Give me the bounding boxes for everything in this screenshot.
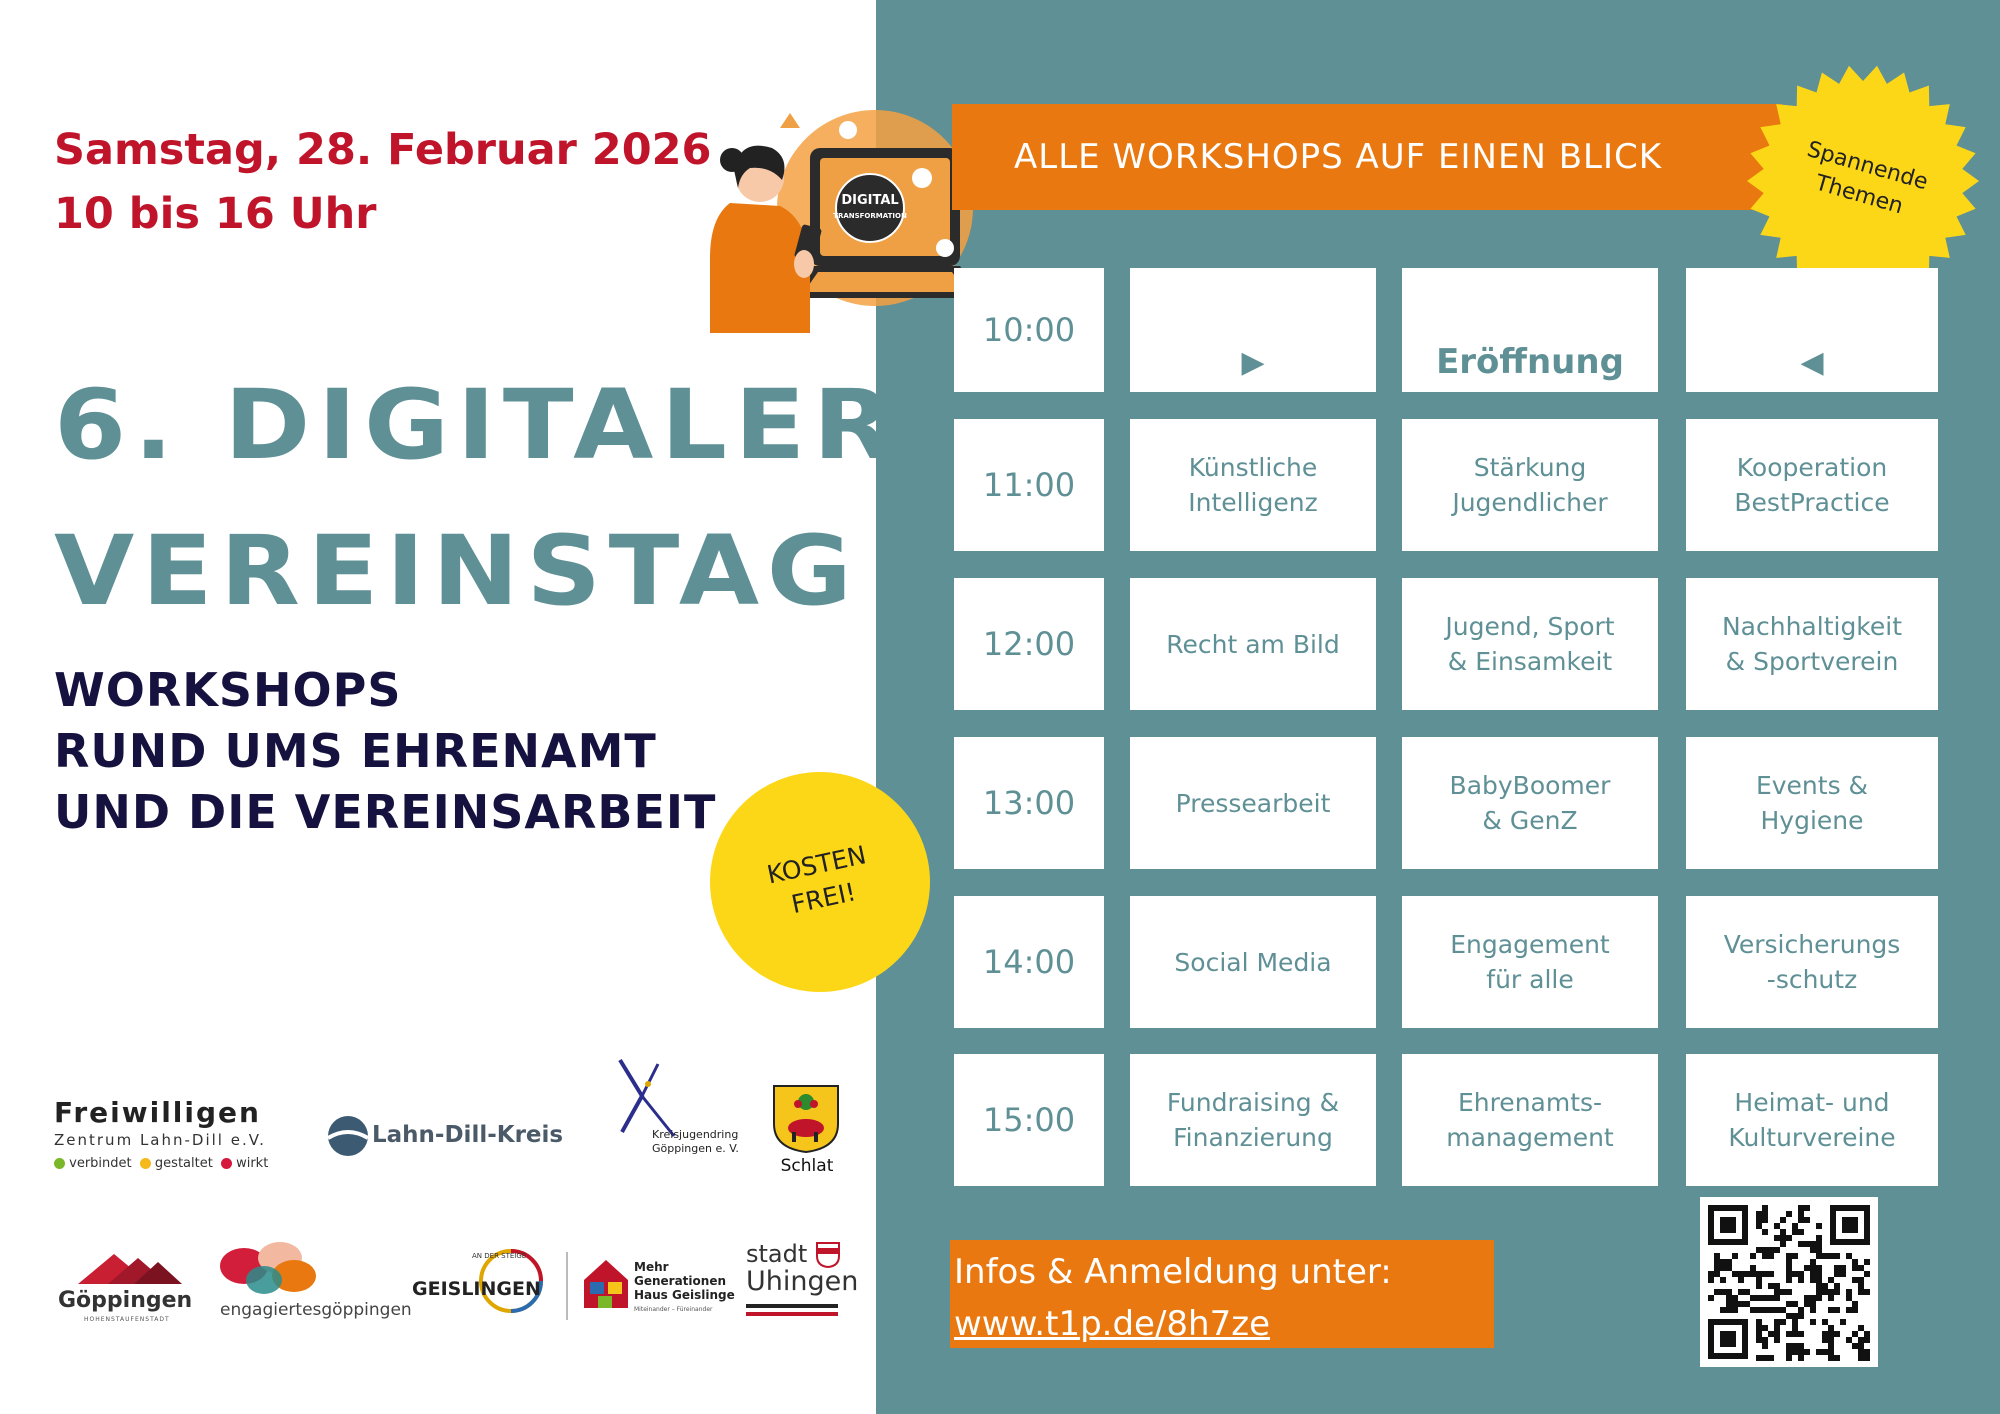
title-line-1: 6. DIGITALER — [54, 369, 901, 481]
subtitle-line-1: WORKSHOPS — [54, 663, 402, 717]
opening-label: Eröffnung — [1436, 342, 1624, 382]
geislingen-top: AN DER STEIGE — [472, 1252, 527, 1260]
workshop-title: Recht am Bild — [1166, 629, 1340, 659]
seal-text-wrap — [1744, 62, 1982, 300]
stadt-uhingen-logo — [746, 1240, 859, 1324]
time-cell — [954, 1054, 1104, 1186]
workshop-title: Ehrenamts- management — [1446, 1088, 1614, 1152]
info-text: Infos & Anmeldung unter: — [954, 1252, 1392, 1292]
geislingen-name: GEISLINGEN — [412, 1278, 541, 1300]
kjr-line-2: Göppingen e. V. — [652, 1142, 739, 1155]
lahn-dill-name: Lahn-Dill-Kreis — [372, 1122, 564, 1148]
free-badge — [710, 772, 930, 992]
yellow-dot-icon — [140, 1158, 151, 1169]
workshop-title: Heimat- und Kulturvereine — [1728, 1088, 1896, 1152]
freiwilligen-tag: wirkt — [236, 1156, 269, 1171]
freiwilligen-zentrum-logo — [54, 1096, 284, 1182]
workshop-cell — [1402, 896, 1658, 1028]
workshop-title: Nachhaltigkeit & Sportverein — [1721, 612, 1903, 676]
workshop-title: BabyBoomer & GenZ — [1449, 771, 1611, 835]
time-cell — [954, 268, 1104, 392]
freiwilligen-tag: gestaltet — [154, 1156, 213, 1171]
time-label: 12:00 — [982, 624, 1076, 663]
time-cell — [954, 578, 1104, 710]
mgh-line-3: Haus Geislinge — [634, 1288, 735, 1302]
uhingen-crest-icon — [816, 1242, 840, 1268]
time-label: 15:00 — [982, 1100, 1076, 1139]
goeppingen-sub: HOHENSTAUFENSTADT — [84, 1316, 170, 1323]
workshop-cell — [1402, 419, 1658, 551]
screen-label-2: TRANSFORMATION — [833, 212, 907, 220]
schedule-header — [952, 104, 1782, 210]
workshop-cell — [1130, 1054, 1376, 1186]
time-label: 13:00 — [982, 783, 1076, 822]
info-box — [950, 1240, 1494, 1348]
workshop-title: Jugend, Sport & Einsamkeit — [1445, 612, 1615, 676]
geislingen-logo — [412, 1246, 552, 1322]
title-line-2: VEREINSTAG — [54, 515, 860, 627]
opening-right-cell — [1686, 268, 1938, 392]
workshop-cell — [1402, 578, 1658, 710]
kjr-line-1: Kreisjugendring — [652, 1128, 739, 1141]
subtitle-line-3: UND DIE VEREINSARBEIT — [54, 785, 717, 839]
freiwilligen-sub: Zentrum Lahn-Dill e.V. — [54, 1131, 266, 1149]
workshop-cell — [1686, 419, 1938, 551]
event-subtitle — [54, 660, 716, 843]
opening-left-cell — [1130, 268, 1376, 392]
logo-divider — [566, 1252, 568, 1320]
workshop-title: Fundraising & Finanzierung — [1166, 1088, 1340, 1152]
house-icon — [582, 1258, 630, 1310]
workshop-title: Kooperation BestPractice — [1734, 453, 1890, 517]
workshop-cell — [1130, 896, 1376, 1028]
speech-bubbles-icon — [218, 1236, 328, 1300]
digital-transformation-illustration — [690, 108, 990, 338]
free-badge-text: KOSTEN FREI! — [764, 840, 869, 920]
subtitle-line-2: RUND UMS EHRENAMT — [54, 724, 657, 778]
registration-link[interactable]: www.t1p.de/8h7ze — [954, 1304, 1270, 1344]
time-line: 10 bis 16 Uhr — [54, 189, 377, 239]
time-label: 10:00 — [982, 310, 1076, 349]
time-label: 14:00 — [982, 942, 1076, 981]
time-label: 11:00 — [982, 465, 1076, 504]
opening-center-cell — [1402, 268, 1658, 392]
workshop-title: Events & Hygiene — [1755, 771, 1869, 835]
qr-code[interactable] — [1700, 1197, 1878, 1367]
workshop-cell — [1686, 1054, 1938, 1186]
mgh-line-4: Miteinander – Füreinander — [634, 1306, 713, 1313]
kreisjugendring-logo — [600, 1056, 750, 1166]
workshop-title: Pressearbeit — [1175, 788, 1331, 818]
workshop-title: Künstliche Intelligenz — [1188, 453, 1318, 517]
schedule-header-text: ALLE WORKSHOPS AUF EINEN BLICK — [1014, 137, 1663, 177]
workshop-cell — [1130, 737, 1376, 869]
workshop-cell — [1130, 578, 1376, 710]
workshop-cell — [1130, 419, 1376, 551]
workshop-cell — [1402, 737, 1658, 869]
schlat-name: Schlat — [780, 1156, 834, 1176]
screen-label-1: DIGITAL — [841, 193, 899, 208]
workshop-title: Stärkung Jugendlicher — [1452, 453, 1608, 517]
goeppingen-name: Göppingen — [58, 1288, 193, 1313]
play-right-icon: ▶ — [1241, 345, 1265, 380]
workshop-title: Social Media — [1174, 947, 1332, 977]
goeppingen-roof-icon — [78, 1250, 188, 1286]
lahn-dill-wave-icon — [326, 1114, 370, 1158]
uhingen-line-2: Uhingen — [746, 1266, 859, 1297]
date-line: Samstag, 28. Februar 2026 — [54, 125, 712, 175]
mgh-line-1: Mehr — [634, 1260, 669, 1274]
engagiertes-goeppingen-logo — [216, 1236, 412, 1328]
event-date — [54, 118, 711, 246]
schlat-logo — [772, 1084, 842, 1180]
freiwilligen-tag: verbindet — [69, 1156, 132, 1171]
uhingen-line-1: stadt — [746, 1240, 808, 1268]
mgh-line-2: Generationen — [634, 1274, 727, 1288]
workshop-cell — [1686, 737, 1938, 869]
workshop-cell — [1686, 578, 1938, 710]
lahn-dill-kreis-logo — [326, 1112, 566, 1162]
uhingen-stripe — [746, 1304, 838, 1308]
uhingen-stripe — [746, 1312, 838, 1316]
time-cell — [954, 419, 1104, 551]
time-cell — [954, 896, 1104, 1028]
workshop-cell — [1686, 896, 1938, 1028]
play-left-icon: ◀ — [1800, 345, 1824, 380]
red-dot-icon — [221, 1158, 232, 1169]
mehrgenerationenhaus-logo — [582, 1256, 742, 1326]
time-cell — [954, 737, 1104, 869]
workshop-title: Engagement für alle — [1450, 930, 1610, 994]
schlat-crest-icon — [772, 1084, 840, 1154]
seal-text: Spannende Themen — [1804, 136, 1931, 220]
workshop-title: Versicherungs -schutz — [1723, 930, 1901, 994]
workshop-cell — [1402, 1054, 1658, 1186]
engagiertes-name: engagiertesgöppingen — [220, 1300, 412, 1320]
green-dot-icon — [54, 1158, 65, 1169]
freiwilligen-name: Freiwilligen — [54, 1096, 261, 1129]
event-title — [54, 352, 900, 644]
goeppingen-logo — [58, 1250, 198, 1330]
